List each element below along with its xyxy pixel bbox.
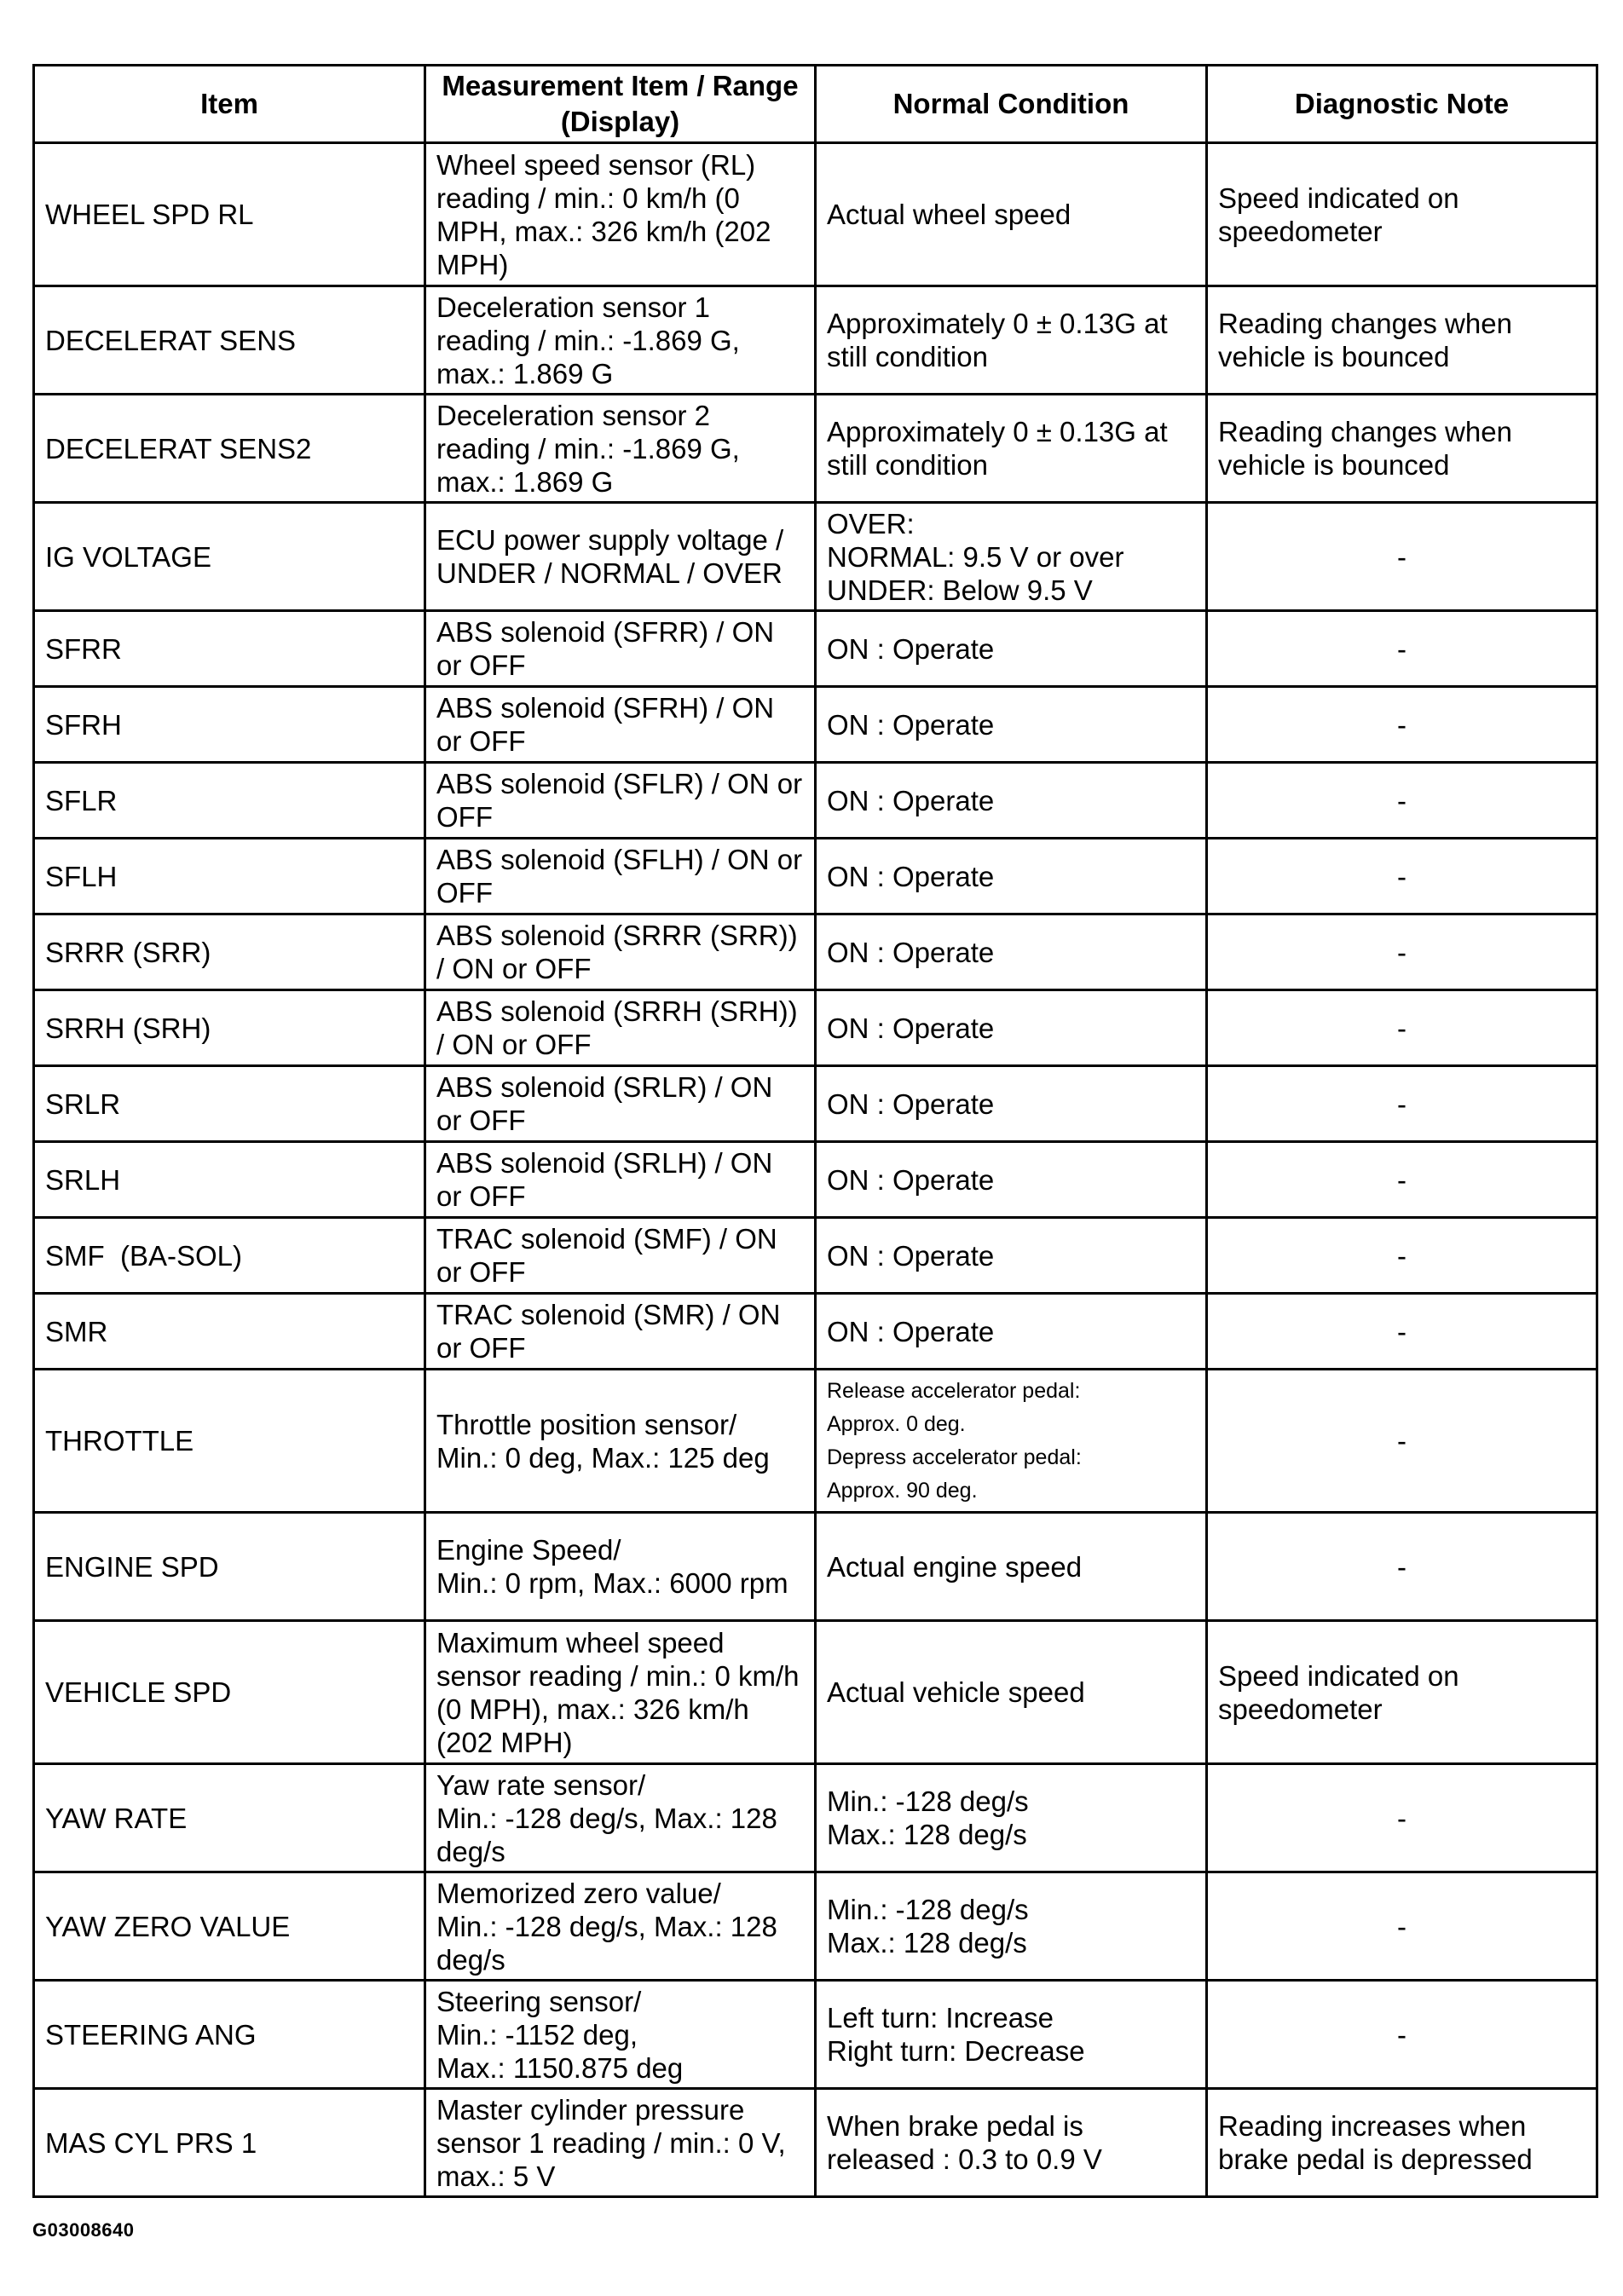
cell-diagnostic-note: - <box>1207 1218 1597 1294</box>
cell-line: ABS solenoid (SFRH) / ON or OFF <box>436 692 775 757</box>
cell-line: Max.: 128 deg/s <box>827 1927 1027 1959</box>
cell-line: Min.: -1152 deg, <box>436 2018 638 2051</box>
table-row <box>34 2089 1597 2197</box>
cell-line: Left turn: Increase <box>827 2002 1054 2034</box>
cell-line: Approximately 0 ± 0.13G at still condition <box>827 308 1168 372</box>
cell-measurement-range <box>425 1764 816 1872</box>
cell-item: SRLH <box>34 1142 425 1218</box>
table-row <box>34 1621 1597 1764</box>
cell-item: SRRR (SRR) <box>34 914 425 990</box>
cell-measurement-range <box>425 611 816 687</box>
cell-diagnostic-note: Reading increases when brake pedal is depressed <box>1207 2089 1597 2197</box>
cell-measurement-range <box>425 503 816 611</box>
cell-measurement-range <box>425 1621 816 1764</box>
header-measurement-range <box>425 66 816 143</box>
cell-diagnostic-note: - <box>1207 1370 1597 1513</box>
cell-line: TRAC solenoid (SMF) / ON or OFF <box>436 1223 777 1288</box>
header-measurement-line1: Measurement Item / <box>442 70 705 101</box>
cell-line: ON : Operate <box>827 1315 995 1347</box>
cell-measurement-range <box>425 839 816 914</box>
cell-normal-condition <box>816 503 1207 611</box>
cell-line: ON : Operate <box>827 1087 995 1120</box>
cell-measurement-range <box>425 687 816 763</box>
cell-line: ON : Operate <box>827 632 995 665</box>
cell-line: ECU power supply voltage / UNDER / NORMAL / OVER <box>436 524 784 589</box>
cell-diagnostic-note: Speed indicated on speedometer <box>1207 143 1597 286</box>
figure-id-label: G03008640 <box>32 2219 135 2241</box>
cell-line: Deceleration sensor 2 reading / min.: -1.869 G, max.: 1.869 G <box>436 399 740 498</box>
cell-line: Master cylinder pressure sensor 1 reading / min.: 0 V, max.: 5 V <box>436 2093 786 2192</box>
cell-line: Min.: -128 deg/s, Max.: 128 deg/s <box>436 1802 777 1867</box>
cell-item: YAW ZERO VALUE <box>34 1872 425 1981</box>
cell-normal-condition <box>816 990 1207 1066</box>
cell-line: Depress accelerator pedal: <box>827 1445 1082 1469</box>
table-row <box>34 687 1597 763</box>
header-diagnostic-note: Diagnostic Note <box>1207 66 1597 143</box>
cell-normal-condition <box>816 611 1207 687</box>
cell-normal-condition <box>816 1066 1207 1142</box>
cell-line: Actual engine speed <box>827 1550 1083 1583</box>
cell-diagnostic-note: - <box>1207 990 1597 1066</box>
cell-line: ON : Operate <box>827 708 995 741</box>
table-row <box>34 611 1597 687</box>
cell-measurement-range <box>425 2089 816 2197</box>
table-row <box>34 763 1597 839</box>
cell-item: STEERING ANG <box>34 1981 425 2089</box>
table-row <box>34 1142 1597 1218</box>
cell-diagnostic-note: - <box>1207 1294 1597 1370</box>
header-normal-condition: Normal Condition <box>816 66 1207 143</box>
cell-line: OVER: <box>827 507 915 539</box>
cell-normal-condition <box>816 1981 1207 2089</box>
cell-normal-condition <box>816 1370 1207 1513</box>
cell-normal-condition <box>816 1513 1207 1621</box>
cell-line: Maximum wheel speed sensor reading / min.: 0 km/h (0 MPH), max.: 326 km/h (202 MPH) <box>436 1626 800 1758</box>
cell-line: ABS solenoid (SRLH) / ON or OFF <box>436 1147 773 1212</box>
table-row <box>34 1513 1597 1621</box>
cell-line: Max.: 128 deg/s <box>827 1819 1027 1850</box>
cell-item: IG VOLTAGE <box>34 503 425 611</box>
cell-normal-condition <box>816 1872 1207 1981</box>
cell-line: Approx. 0 deg. <box>827 1411 966 1436</box>
cell-item: ENGINE SPD <box>34 1513 425 1621</box>
cell-item: VEHICLE SPD <box>34 1621 425 1764</box>
cell-line: ON : Operate <box>827 860 995 892</box>
cell-normal-condition <box>816 1142 1207 1218</box>
cell-normal-condition <box>816 839 1207 914</box>
cell-line: UNDER: Below 9.5 V <box>827 574 1093 606</box>
cell-measurement-range <box>425 1981 816 2089</box>
cell-item: SFLH <box>34 839 425 914</box>
cell-item: SMF (BA-SOL) <box>34 1218 425 1294</box>
cell-item: MAS CYL PRS 1 <box>34 2089 425 2197</box>
cell-line: ABS solenoid (SRRR (SRR)) / ON or OFF <box>436 920 798 984</box>
cell-line: Steering sensor/ <box>436 1985 642 2017</box>
table-row <box>34 395 1597 503</box>
cell-line: When brake pedal is released : 0.3 to 0.9 V <box>827 2110 1102 2175</box>
cell-measurement-range <box>425 1066 816 1142</box>
cell-diagnostic-note: - <box>1207 763 1597 839</box>
cell-measurement-range <box>425 990 816 1066</box>
cell-normal-condition <box>816 395 1207 503</box>
cell-measurement-range <box>425 395 816 503</box>
cell-line: Wheel speed sensor (RL) reading / min.: 0 km/h (0 MPH, max.: 326 km/h (202 MPH) <box>436 148 771 280</box>
table-row <box>34 1764 1597 1872</box>
cell-diagnostic-note: Reading changes when vehicle is bounced <box>1207 286 1597 395</box>
cell-measurement-range <box>425 286 816 395</box>
cell-line: Min.: 0 rpm, Max.: 6000 rpm <box>436 1567 788 1599</box>
cell-line: Min.: -128 deg/s <box>827 1894 1029 1925</box>
cell-diagnostic-note: - <box>1207 1066 1597 1142</box>
cell-line: Right turn: Decrease <box>827 2035 1085 2067</box>
table-row <box>34 1872 1597 1981</box>
cell-line: Actual vehicle speed <box>827 1676 1085 1708</box>
cell-line: ON : Operate <box>827 1012 995 1044</box>
cell-line: NORMAL: 9.5 V or over <box>827 540 1124 573</box>
cell-line: Deceleration sensor 1 reading / min.: -1.869 G, max.: 1.869 G <box>436 291 740 389</box>
cell-measurement-range <box>425 914 816 990</box>
cell-line: Approx. 90 deg. <box>827 1478 978 1503</box>
table-row <box>34 1218 1597 1294</box>
cell-item: SRRH (SRH) <box>34 990 425 1066</box>
cell-line: Memorized zero value/ <box>436 1877 721 1909</box>
cell-line: ON : Operate <box>827 784 995 816</box>
cell-line: ABS solenoid (SRLR) / ON or OFF <box>436 1071 773 1136</box>
cell-normal-condition <box>816 763 1207 839</box>
cell-diagnostic-note: - <box>1207 687 1597 763</box>
table-body <box>34 143 1597 2197</box>
cell-normal-condition <box>816 1764 1207 1872</box>
cell-diagnostic-note: - <box>1207 503 1597 611</box>
cell-diagnostic-note: - <box>1207 1872 1597 1981</box>
table-row <box>34 1066 1597 1142</box>
cell-diagnostic-note: Speed indicated on speedometer <box>1207 1621 1597 1764</box>
cell-normal-condition <box>816 1621 1207 1764</box>
cell-line: Approximately 0 ± 0.13G at still condition <box>827 416 1168 481</box>
diagnostic-data-table <box>32 64 1598 2198</box>
cell-normal-condition <box>816 1218 1207 1294</box>
cell-item: WHEEL SPD RL <box>34 143 425 286</box>
cell-normal-condition <box>816 687 1207 763</box>
cell-normal-condition <box>816 2089 1207 2197</box>
cell-diagnostic-note: - <box>1207 1764 1597 1872</box>
cell-diagnostic-note: Reading changes when vehicle is bounced <box>1207 395 1597 503</box>
cell-line: ABS solenoid (SRRH (SRH)) / ON or OFF <box>436 995 798 1060</box>
cell-line: Engine Speed/ <box>436 1534 621 1566</box>
cell-line: ABS solenoid (SFRR) / ON or OFF <box>436 616 775 681</box>
cell-item: SFLR <box>34 763 425 839</box>
cell-line: Release accelerator pedal: <box>827 1378 1081 1403</box>
cell-normal-condition <box>816 286 1207 395</box>
table-row <box>34 990 1597 1066</box>
cell-diagnostic-note: - <box>1207 914 1597 990</box>
cell-diagnostic-note: - <box>1207 1142 1597 1218</box>
cell-diagnostic-note: - <box>1207 1981 1597 2089</box>
cell-measurement-range <box>425 1513 816 1621</box>
cell-line: Max.: 1150.875 deg <box>436 2051 684 2084</box>
cell-diagnostic-note: - <box>1207 1513 1597 1621</box>
cell-line: ABS solenoid (SFLH) / ON or OFF <box>436 844 803 909</box>
cell-line: ON : Operate <box>827 1239 995 1272</box>
cell-measurement-range <box>425 1218 816 1294</box>
table-header-row <box>34 66 1597 143</box>
cell-measurement-range <box>425 1872 816 1981</box>
cell-item: THROTTLE <box>34 1370 425 1513</box>
cell-line: Min.: -128 deg/s, Max.: 128 deg/s <box>436 1910 777 1976</box>
cell-line: ON : Operate <box>827 1163 995 1196</box>
header-measurement-line2: Range (Display) <box>560 70 799 137</box>
cell-measurement-range <box>425 763 816 839</box>
cell-item: DECELERAT SENS <box>34 286 425 395</box>
cell-normal-condition <box>816 143 1207 286</box>
cell-line: TRAC solenoid (SMR) / ON or OFF <box>436 1299 781 1364</box>
cell-diagnostic-note: - <box>1207 839 1597 914</box>
table-row <box>34 839 1597 914</box>
cell-measurement-range <box>425 1294 816 1370</box>
cell-line: Actual wheel speed <box>827 199 1071 230</box>
cell-line: Yaw rate sensor/ <box>436 1768 646 1801</box>
cell-normal-condition <box>816 914 1207 990</box>
table-row <box>34 914 1597 990</box>
table-row <box>34 1294 1597 1370</box>
table-row <box>34 503 1597 611</box>
cell-item: SRLR <box>34 1066 425 1142</box>
cell-item: DECELERAT SENS2 <box>34 395 425 503</box>
table-row <box>34 1370 1597 1513</box>
table-row <box>34 286 1597 395</box>
cell-item: SFRR <box>34 611 425 687</box>
cell-item: SFRH <box>34 687 425 763</box>
table-row <box>34 143 1597 286</box>
cell-item: SMR <box>34 1294 425 1370</box>
cell-measurement-range <box>425 1370 816 1513</box>
cell-measurement-range <box>425 1142 816 1218</box>
cell-line: ON : Operate <box>827 936 995 968</box>
cell-line: Throttle position sensor/ Min.: 0 deg, Max.: 125 deg <box>436 1408 770 1474</box>
cell-measurement-range <box>425 143 816 286</box>
header-item: Item <box>34 66 425 143</box>
table-row <box>34 1981 1597 2089</box>
cell-line: ABS solenoid (SFLR) / ON or OFF <box>436 768 803 833</box>
cell-line: Min.: -128 deg/s <box>827 1785 1029 1817</box>
cell-normal-condition <box>816 1294 1207 1370</box>
cell-diagnostic-note: - <box>1207 611 1597 687</box>
cell-item: YAW RATE <box>34 1764 425 1872</box>
